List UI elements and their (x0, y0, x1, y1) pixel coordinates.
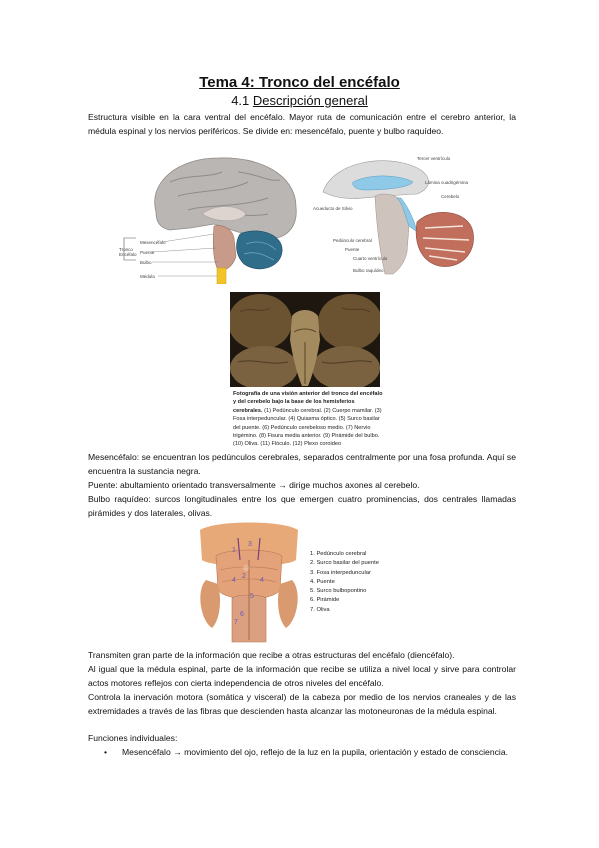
label-cerebelo: Cerebelo (441, 194, 460, 199)
legend-item: 3. Fosa interpeduncular (310, 569, 371, 576)
brainstem-photo (230, 292, 380, 387)
label-cuarto-ventriculo: Cuarto ventrículo (353, 256, 388, 261)
label-mesencefalo: Mesencéfalo (140, 240, 166, 245)
figure-brain-sagittal (118, 152, 303, 284)
label-puente-2: Puente (345, 247, 360, 252)
label-pedunculo: Pedúnculo cerebral (333, 238, 372, 243)
label-acueducto: Acueducto de Silvio (313, 206, 353, 211)
page-title: Tema 4: Tronco del encéfalo (199, 74, 400, 91)
legend-item: 5. Surco bulbopontino (310, 588, 367, 595)
marker-4b: 4 (260, 577, 264, 584)
figure-brainstem-ventricles (313, 152, 493, 284)
paragraph-control: Controla la inervación motora (somática y visceral) de la cabeza por medio de los nervios craneales y de las extremidades a través de las fibras que descienden hasta alcanzar las motoneuronas de la médula espinal. (88, 692, 516, 717)
paragraph-bulbo: Bulbo raquídeo: surcos longitudinales entre los que emergen cuatro prominencias, dos centrales llamadas pirámides y dos laterales, olivas. (88, 494, 516, 519)
caption-rest: (1) Pedúnculo cerebral. (2) Cuerpo mamilar. (3) Fosa interpeduncular. (4) Quiasma óptico. (5) Surco basilar del puente. (6) Pedúnculo cerebeloso medio. (7) Nervio trigémino. (8) Fisura media anterior. (9) Pirámide del bulbo. (10) Oliva. (11) Flóculo. (12) Plexo coroideo (233, 407, 382, 448)
funciones-heading: Funciones individuales: (88, 733, 178, 743)
brainstem-labelled-illustration (196, 520, 302, 644)
legend-item: 1. Pedúnculo cerebral (310, 551, 367, 557)
figure-legend (310, 550, 379, 615)
paragraph-medula: Al igual que la médula espinal, parte de la información que recibe se utiliza a nivel local y sirve para controlar actos motores reflejos con cierta independencia de otros niveles del encéfalo. (88, 664, 516, 689)
section-number: 4.1 (231, 93, 250, 108)
label-tronco: Tronco (119, 247, 133, 252)
marker-6: 6 (240, 611, 244, 618)
caption-bold: Fotografía de una visión anterior del tronco del encéfalo y del cerebelo bajo la base de los hemisferios cerebrales. (233, 391, 383, 414)
marker-2: 2 (242, 573, 246, 580)
figure-brainstem-labelled (196, 520, 302, 644)
intro-paragraph: Estructura visible en la cara ventral del encéfalo. Mayor ruta de comunicación entre el cerebro anterior, la médula espinal y los nervios periféricos. Se divide en: mesencéfalo, puente y bulbo raquídeo. (88, 112, 516, 137)
paragraph-mesencefalo: Mesencéfalo: se encuentran los pedúnculos cerebrales, separados centralmente por una fosa profunda. Aquí se encuentra la sustancia negra. (88, 452, 516, 477)
paragraph-transmiten: Transmiten gran parte de la información que recibe a otras estructuras del encéfalo (diencéfalo). (88, 650, 455, 660)
section-heading (0, 93, 599, 108)
legend-item: 7. Oliva (310, 606, 330, 613)
marker-7: 7 (234, 619, 238, 626)
label-puente: Puente (140, 250, 155, 255)
bullet-text: Mesencéfalo → movimiento del ojo, reflejo de la luz en la pupila, orientación y estado de consciencia. (122, 747, 508, 757)
legend-item: 4. Puente (310, 578, 335, 585)
brain-sagittal-illustration (118, 152, 303, 284)
label-bulbo: Bulbo (140, 260, 152, 265)
label-tercer-ventriculo: Tercer ventrículo (417, 156, 451, 161)
section-title: Descripción general (252, 93, 368, 108)
label-bulbo-raquideo: Bulbo raquídeo (353, 268, 384, 273)
marker-4a: 4 (232, 577, 236, 584)
paragraph-puente: Puente: abultamiento orientado transversalmente → dirige muchos axones al cerebelo. (88, 480, 420, 490)
bullet-dot: • (104, 747, 108, 757)
marker-3: 3 (248, 541, 252, 548)
label-lamina-cuadrigemina: Lámina cuadrigémina (425, 180, 469, 185)
legend-item: 2. Surco basilar del puente (310, 560, 379, 567)
figure-brainstem-photo (230, 292, 380, 387)
label-encefalo: Encéfalo (119, 252, 137, 257)
marker-5: 5 (250, 593, 254, 600)
label-medula: Médula (140, 274, 155, 279)
marker-1: 1 (232, 547, 236, 554)
legend-item: 6. Pirámide (310, 597, 340, 604)
ventricles-illustration (313, 152, 493, 284)
figure-caption (233, 390, 385, 449)
